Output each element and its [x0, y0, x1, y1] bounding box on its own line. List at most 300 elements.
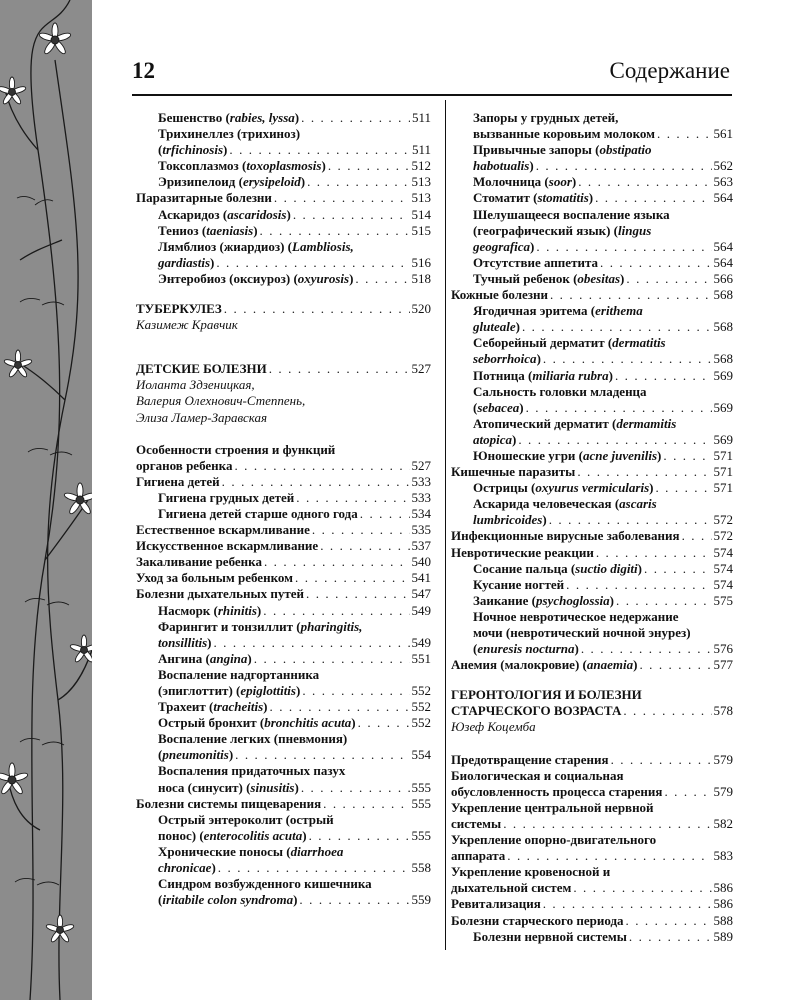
toc-group-gerontology	[451, 752, 733, 945]
toc-entry[interactable]	[136, 522, 431, 538]
section-title: ТУБЕРКУЛЕЗ	[136, 301, 222, 317]
toc-entry-row	[136, 570, 431, 586]
toc-entry[interactable]	[136, 442, 431, 474]
toc-entry[interactable]	[136, 586, 431, 602]
page-ref: 527	[411, 361, 431, 377]
toc-entry-title: Кусание ногтей	[473, 576, 565, 592]
spacer	[136, 287, 431, 301]
toc-entry-row	[451, 239, 733, 255]
toc-entry-title: Юношеские угри (acne juvenilis)	[473, 447, 662, 463]
toc-entry[interactable]	[451, 335, 733, 367]
toc-entry[interactable]	[136, 812, 431, 844]
toc-entry[interactable]	[451, 207, 733, 255]
toc-entry[interactable]	[136, 651, 431, 667]
toc-entry[interactable]	[136, 603, 431, 619]
toc-entry-row	[136, 828, 431, 844]
toc-entry[interactable]	[451, 913, 733, 929]
page-ref: 537	[411, 538, 431, 554]
leader-dots	[615, 368, 712, 384]
toc-entry-title: lumbricoides)	[473, 512, 547, 528]
page-ref: 552	[411, 715, 431, 731]
page-ref: 527	[411, 457, 431, 473]
page-ref: 577	[713, 657, 733, 673]
toc-entry[interactable]	[136, 207, 431, 223]
toc-entry[interactable]	[136, 174, 431, 190]
section-author: Элиза Ламер-Заравская	[136, 409, 268, 425]
toc-entry[interactable]	[136, 474, 431, 490]
toc-entry[interactable]	[136, 763, 431, 795]
leader-dots	[224, 301, 410, 317]
leader-dots	[229, 142, 410, 158]
toc-entry-title: Болезни нервной системы	[473, 928, 627, 944]
toc-entry[interactable]	[451, 577, 733, 593]
toc-entry-row	[136, 142, 431, 158]
toc-entry[interactable]	[451, 384, 733, 416]
leader-dots	[213, 635, 409, 651]
page-ref: 564	[713, 190, 733, 206]
toc-entry-row	[451, 287, 733, 303]
toc-entry-line: Атопический дерматит (dermamitis	[473, 415, 677, 431]
toc-entry-title: (sebacea)	[473, 399, 524, 415]
toc-entry-row	[136, 190, 431, 206]
page-ref: 555	[411, 779, 431, 795]
toc-group-zoonoses	[136, 110, 431, 287]
toc-entry-row	[136, 223, 431, 239]
toc-entry[interactable]	[136, 538, 431, 554]
leader-dots	[522, 319, 712, 335]
page-ref: 579	[713, 783, 733, 799]
toc-entry[interactable]	[136, 715, 431, 731]
toc-entry[interactable]	[451, 832, 733, 864]
toc-entry[interactable]	[451, 480, 733, 496]
toc-entry-row	[451, 174, 733, 190]
toc-entry-title: geografica)	[473, 238, 535, 254]
toc-entry-title: аппарата	[451, 848, 506, 864]
toc-entry-title: Кишечные паразиты	[451, 464, 576, 480]
leader-dots	[644, 561, 712, 577]
toc-entry-row	[136, 683, 431, 699]
toc-entry-title: Молочница (soor)	[473, 174, 577, 190]
toc-entry-title: Эризипелоид (erysipeloid)	[158, 174, 306, 190]
spacer	[136, 426, 431, 442]
page-ref: 588	[713, 912, 733, 928]
toc-entry[interactable]	[451, 657, 733, 673]
toc-entry-row	[451, 913, 733, 929]
leader-dots	[663, 448, 711, 464]
page-ref: 562	[713, 158, 733, 174]
toc-group-child-diseases-cont	[451, 110, 733, 673]
section-author: Казимеж Кравчик	[136, 317, 238, 333]
leader-dots	[526, 400, 712, 416]
toc-entry-line: Воспаление надгортанника	[158, 666, 320, 682]
toc-entry[interactable]	[451, 609, 733, 657]
toc-entry-row	[136, 747, 431, 763]
leader-dots	[299, 892, 409, 908]
page-ref: 572	[713, 528, 733, 544]
page-ref: 568	[713, 287, 733, 303]
toc-entry-title: обусловленность процесса старения	[451, 783, 663, 799]
leader-dots	[323, 796, 409, 812]
leader-dots	[296, 490, 409, 506]
leader-dots	[596, 545, 712, 561]
toc-entry-row	[136, 522, 431, 538]
leader-dots	[536, 239, 711, 255]
toc-entry[interactable]	[451, 368, 733, 384]
page-ref: 549	[411, 634, 431, 650]
toc-entry-row	[136, 780, 431, 796]
toc-entry-row	[136, 458, 431, 474]
page-ref: 533	[411, 489, 431, 505]
toc-entry[interactable]	[451, 287, 733, 303]
toc-entry-title: дыхательной систем	[451, 880, 572, 896]
toc-entry-title: вызванные коровьим молоком	[473, 126, 656, 142]
toc-entry-title: (эпиглоттит) (epiglottitis)	[158, 683, 301, 698]
toc-entry-title: Предотвращение старения	[451, 751, 609, 767]
toc-entry-row	[451, 896, 733, 912]
toc-entry[interactable]	[136, 876, 431, 908]
toc-entry-row	[136, 892, 431, 908]
toc-entry-title: Естественное вскармливание	[136, 522, 310, 538]
page-ref: 514	[411, 206, 431, 222]
toc-entry-row	[451, 480, 733, 496]
page-ref: 513	[411, 174, 431, 190]
toc-entry-title: atopica)	[473, 431, 517, 447]
page-ref: 564	[713, 254, 733, 270]
leader-dots	[581, 641, 712, 657]
leader-dots	[657, 126, 711, 142]
toc-entry-row	[451, 319, 733, 335]
toc-entry-line: Биологическая и социальная	[451, 767, 624, 783]
toc-entry[interactable]	[136, 506, 431, 522]
page-ref: 533	[411, 473, 431, 489]
toc-entry[interactable]	[451, 561, 733, 577]
toc-entry-row	[451, 528, 733, 544]
page-ref: 554	[411, 747, 431, 763]
toc-entry-row	[451, 512, 733, 528]
page-number: 12	[132, 58, 155, 83]
toc-entry[interactable]	[451, 864, 733, 896]
toc-entry[interactable]	[451, 528, 733, 544]
page-ref: 518	[411, 270, 431, 286]
leader-dots	[355, 271, 409, 287]
leader-dots	[600, 255, 712, 271]
toc-entry[interactable]	[136, 239, 431, 271]
leader-dots	[549, 512, 712, 528]
toc-entry-line: Укрепление кровеносной и	[451, 864, 611, 880]
toc-entry-row	[451, 784, 733, 800]
section-tuberculosis[interactable]	[136, 301, 431, 317]
leader-dots	[616, 593, 712, 609]
toc-entry-line: Особенности строения и функций	[136, 441, 336, 457]
spacer	[136, 347, 431, 361]
toc-entry[interactable]	[451, 896, 733, 912]
toc-entry-row	[451, 271, 733, 287]
toc-entry-title: Ангина (angina)	[158, 650, 252, 666]
toc-entry-row	[136, 207, 431, 223]
toc-entry-title: понос) (enterocolitis acuta)	[158, 827, 307, 843]
toc-entry-line: Себорейный дерматит (dermatitis	[473, 335, 666, 351]
toc-entry[interactable]	[136, 667, 431, 699]
toc-entry[interactable]	[451, 174, 733, 190]
toc-entry-title: Паразитарные болезни	[136, 190, 272, 206]
page-ref: 535	[411, 522, 431, 538]
toc-entry-row	[136, 699, 431, 715]
leader-dots	[307, 174, 409, 190]
page-ref: 571	[713, 464, 733, 480]
toc-entry-row	[136, 860, 431, 876]
page-ref: 576	[713, 641, 733, 657]
toc-entry-title: (iritabile colon syndroma)	[158, 892, 298, 908]
toc-entry-title: gluteale)	[473, 319, 520, 335]
toc-entry[interactable]	[451, 271, 733, 287]
toc-entry-title: Искусственное вскармливание	[136, 538, 319, 554]
toc-entry-line: Трихинеллез (трихиноз)	[158, 126, 301, 142]
toc-entry[interactable]	[451, 545, 733, 561]
leader-dots	[235, 747, 409, 763]
spacer	[136, 333, 431, 347]
toc-entry-row	[136, 651, 431, 667]
toc-entry-row	[136, 174, 431, 190]
toc-entry-line: Фарингит и тонзиллит (pharingitis,	[158, 618, 363, 634]
left-column	[136, 110, 431, 908]
leader-dots	[254, 651, 410, 667]
toc-entry-title: носа (синусит) (sinusitis)	[158, 779, 299, 795]
toc-entry-title: Трахеит (tracheitis)	[158, 699, 268, 715]
page-ref: 555	[411, 827, 431, 843]
toc-entry-title: Острый бронхит (bronchitis acuta)	[158, 715, 356, 731]
toc-entry-line: Сальность головки младенца	[473, 383, 647, 399]
toc-entry[interactable]	[451, 110, 733, 142]
toc-entry-title: Сосание пальца (suctio digiti)	[473, 560, 642, 576]
toc-entry-row	[136, 554, 431, 570]
page-ref: 574	[713, 544, 733, 560]
toc-entry-title: Ревитализация	[451, 896, 541, 912]
leader-dots	[595, 190, 711, 206]
toc-entry-title: Острицы (oxyurus vermicularis)	[473, 480, 654, 496]
page-ref: 568	[713, 319, 733, 335]
toc-entry-row	[136, 586, 431, 602]
toc-entry-row	[451, 400, 733, 416]
section-author: Юзеф Коцемба	[451, 719, 536, 735]
toc-entry-row	[451, 929, 733, 945]
toc-entry-row	[136, 255, 431, 271]
toc-entry-row	[136, 796, 431, 812]
toc-entry[interactable]	[136, 158, 431, 174]
toc-entry[interactable]	[451, 255, 733, 271]
toc-entry-title: Уход за больным ребенком	[136, 570, 293, 586]
page-ref: 575	[713, 592, 733, 608]
toc-entry-row	[136, 271, 431, 287]
page-ref: 563	[713, 174, 733, 190]
toc-entry[interactable]	[136, 570, 431, 586]
toc-entry[interactable]	[451, 768, 733, 800]
page-ref: 569	[713, 367, 733, 383]
toc-entry-row	[451, 126, 733, 142]
toc-entry-line: Шелушащееся воспаление языка	[473, 206, 670, 222]
toc-entry-line: мочи (невротический ночной энурез)	[473, 625, 691, 640]
toc-entry-title: органов ребенка	[136, 457, 233, 473]
leader-dots	[216, 255, 409, 271]
toc-entry-row	[451, 816, 733, 832]
toc-entry-row	[451, 448, 733, 464]
page-ref: 586	[713, 880, 733, 896]
page-ref: 586	[713, 896, 733, 912]
leader-dots	[222, 474, 410, 490]
toc-entry[interactable]	[136, 731, 431, 763]
page-ref: 534	[411, 505, 431, 521]
section-title: ДЕТСКИЕ БОЛЕЗНИ	[136, 361, 267, 377]
toc-entry-title: Гигиена детей	[136, 473, 220, 489]
page-ref: 549	[411, 602, 431, 618]
toc-entry[interactable]	[136, 619, 431, 651]
leader-dots	[629, 929, 712, 945]
toc-entry-row	[451, 158, 733, 174]
toc-entry[interactable]	[451, 303, 733, 335]
page-ref: 513	[411, 190, 431, 206]
toc-entry-row	[451, 641, 733, 657]
toc-entry[interactable]	[136, 271, 431, 287]
toc-entry-line: Запоры у грудных детей,	[473, 110, 619, 125]
toc-entry-title: системы	[451, 815, 502, 831]
leader-dots	[320, 538, 409, 554]
section-gerontology[interactable]	[451, 703, 733, 719]
toc-entry-line: Синдром возбужденного кишечника	[158, 876, 372, 892]
page-ref: 571	[713, 447, 733, 463]
toc-entry[interactable]	[136, 699, 431, 715]
toc-entry[interactable]	[451, 800, 733, 832]
leader-dots	[302, 683, 409, 699]
page-ref: 589	[713, 928, 733, 944]
toc-entry-row	[136, 715, 431, 731]
leader-dots	[270, 699, 410, 715]
toc-entry-row	[136, 158, 431, 174]
spacer	[451, 736, 733, 752]
page-ref: 574	[713, 576, 733, 592]
toc-entry-row	[451, 593, 733, 609]
toc-entry-row	[451, 752, 733, 768]
page-ref: 569	[713, 399, 733, 415]
leader-dots	[578, 174, 711, 190]
leader-dots	[566, 577, 711, 593]
toc-entry-row	[136, 538, 431, 554]
toc-entry-line: Хронические поносы (diarrhoea	[158, 843, 344, 859]
leader-dots	[293, 207, 410, 223]
toc-entry[interactable]	[136, 126, 431, 158]
page-ref: 511	[411, 110, 431, 125]
section-title-line: ГЕРОНТОЛОГИЯ И БОЛЕЗНИ	[451, 687, 642, 703]
toc-entry-title: Аскаридоз (ascaridosis)	[158, 206, 291, 222]
toc-entry-row	[136, 603, 431, 619]
leader-dots	[577, 464, 711, 480]
toc-entry[interactable]	[136, 223, 431, 239]
toc-entry[interactable]	[136, 554, 431, 570]
toc-entry-row	[451, 561, 733, 577]
page-ref: 547	[411, 586, 431, 602]
toc-entry[interactable]	[451, 752, 733, 768]
toc-entry[interactable]	[451, 190, 733, 206]
page-ref: 578	[713, 703, 733, 719]
toc-entry-row	[451, 464, 733, 480]
page-ref: 559	[411, 892, 431, 908]
toc-entry-row	[136, 490, 431, 506]
toc-entry-title: Стоматит (stomatitis)	[473, 190, 594, 206]
page-ref: 568	[713, 351, 733, 367]
toc-entry-row	[451, 657, 733, 673]
toc-entry-title: Тучный ребенок (obesitas)	[473, 270, 625, 286]
leader-dots	[503, 816, 711, 832]
leader-dots	[263, 603, 409, 619]
toc-entry[interactable]	[451, 929, 733, 945]
toc-entry-title: gardiastis)	[158, 254, 215, 270]
leader-dots	[507, 848, 711, 864]
toc-entry-title: Отсутствие аппетита	[473, 254, 598, 270]
running-title: Содержание	[609, 58, 730, 83]
toc-entry-line: Укрепление центральной нервной	[451, 799, 654, 815]
leader-dots	[301, 110, 410, 126]
toc-entry[interactable]	[136, 490, 431, 506]
leader-dots	[543, 351, 712, 367]
page-ref: 520	[411, 301, 431, 317]
toc-entry-title: Токсоплазмоз (toxoplasmosis)	[158, 158, 326, 174]
leader-dots	[264, 554, 410, 570]
leader-dots	[655, 480, 711, 496]
toc-entry[interactable]	[451, 416, 733, 448]
leader-dots	[218, 860, 410, 876]
leader-dots	[312, 522, 410, 538]
toc-entry-title: Потница (miliaria rubra)	[473, 367, 613, 383]
leader-dots	[639, 657, 711, 673]
page-ref: 552	[411, 699, 431, 715]
toc-entry[interactable]	[136, 190, 431, 206]
toc-entry[interactable]	[451, 593, 733, 609]
toc-entry[interactable]	[451, 448, 733, 464]
toc-entry[interactable]	[451, 496, 733, 528]
toc-entry-line: Острый энтероколит (острый	[158, 811, 334, 827]
leader-dots	[626, 271, 711, 287]
toc-entry[interactable]	[136, 110, 431, 126]
leader-dots	[611, 752, 712, 768]
toc-entry-line: Лямблиоз (жиардиоз) (Lambliosis,	[158, 238, 354, 254]
toc-entry-title: Кожные болезни	[451, 287, 548, 303]
toc-entry-title: (enuresis nocturna)	[473, 641, 579, 657]
toc-entry-line: (географический язык) (lingus	[473, 222, 652, 238]
toc-entry[interactable]	[136, 796, 431, 812]
toc-entry-row	[451, 848, 733, 864]
toc-entry-row	[136, 474, 431, 490]
toc-entry-title: Невротические реакции	[451, 544, 594, 560]
toc-entry[interactable]	[451, 464, 733, 480]
section-child-diseases[interactable]	[136, 361, 431, 377]
leader-dots	[623, 703, 711, 719]
leader-dots	[536, 158, 712, 174]
toc-entry-title: Тениоз (taeniasis)	[158, 222, 258, 238]
page-ref: 564	[713, 238, 733, 254]
page-ref: 572	[713, 512, 733, 528]
page-ref: 540	[411, 554, 431, 570]
leader-dots	[360, 506, 410, 522]
toc-entry-line: Укрепление опорно-двигательного	[451, 832, 657, 848]
toc-entry-row	[136, 506, 431, 522]
toc-entry-row	[451, 880, 733, 896]
page-ref: 551	[411, 650, 431, 666]
toc-entry[interactable]	[451, 142, 733, 174]
page-ref: 574	[713, 560, 733, 576]
leader-dots	[550, 287, 712, 303]
page-ref: 583	[713, 848, 733, 864]
leader-dots	[295, 570, 410, 586]
decorative-floral-strip	[0, 0, 92, 1000]
toc-entry[interactable]	[136, 844, 431, 876]
